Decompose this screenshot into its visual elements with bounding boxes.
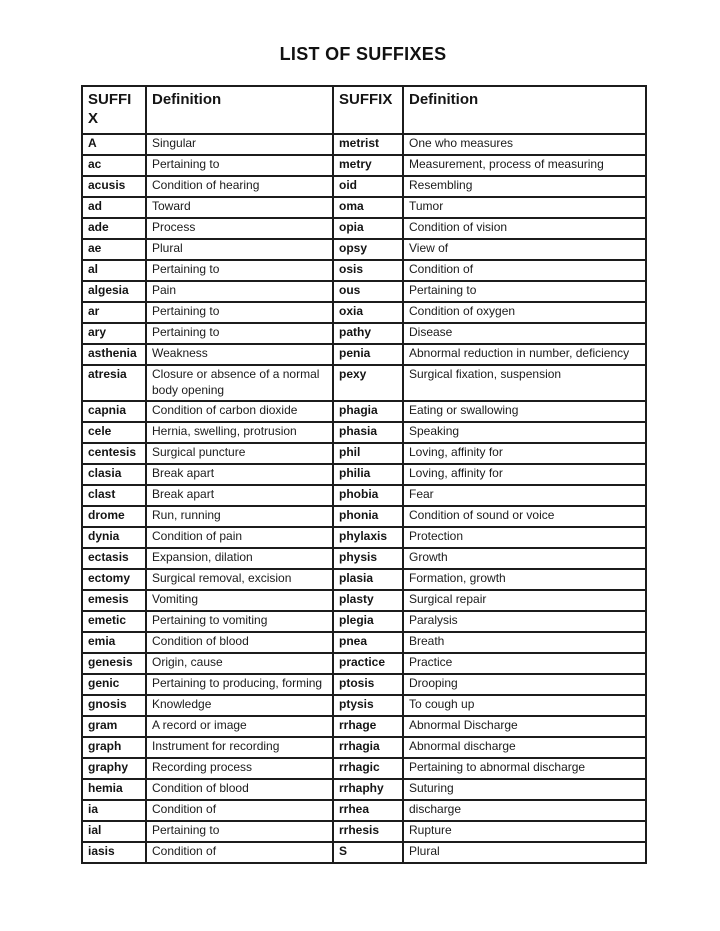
suffix-cell: rrhaphy: [333, 779, 403, 800]
suffix-cell: ectasis: [82, 548, 146, 569]
table-row: [82, 485, 646, 506]
suffix-cell: ous: [333, 281, 403, 302]
table-row: [82, 716, 646, 737]
table-row: [82, 506, 646, 527]
definition-cell: Resembling: [403, 176, 646, 197]
table-row: [82, 365, 646, 401]
table-row: [82, 653, 646, 674]
suffix-cell: ae: [82, 239, 146, 260]
definition-cell: Plural: [403, 842, 646, 863]
suffix-cell: oma: [333, 197, 403, 218]
table-body: [82, 134, 646, 863]
suffix-cell: asthenia: [82, 344, 146, 365]
definition-cell: Condition of: [146, 842, 333, 863]
definition-cell: Plural: [146, 239, 333, 260]
table-row: [82, 611, 646, 632]
definition-cell: Condition of sound or voice: [403, 506, 646, 527]
definition-cell: Loving, affinity for: [403, 443, 646, 464]
suffix-cell: gnosis: [82, 695, 146, 716]
definition-cell: Pertaining to: [146, 155, 333, 176]
definition-cell: Condition of blood: [146, 779, 333, 800]
suffix-cell: pnea: [333, 632, 403, 653]
table-row: [82, 632, 646, 653]
suffix-cell: drome: [82, 506, 146, 527]
definition-cell: Suturing: [403, 779, 646, 800]
suffix-cell: rrhagia: [333, 737, 403, 758]
definition-cell: Condition of: [403, 260, 646, 281]
table-row: [82, 176, 646, 197]
definition-cell: Paralysis: [403, 611, 646, 632]
definition-cell: Knowledge: [146, 695, 333, 716]
definition-cell: Protection: [403, 527, 646, 548]
suffix-cell: A: [82, 134, 146, 155]
suffix-cell: phylaxis: [333, 527, 403, 548]
suffix-cell: phasia: [333, 422, 403, 443]
definition-cell: Condition of pain: [146, 527, 333, 548]
definition-cell: Pain: [146, 281, 333, 302]
suffix-cell: graph: [82, 737, 146, 758]
definition-cell: Condition of blood: [146, 632, 333, 653]
suffix-cell: ad: [82, 197, 146, 218]
definition-cell: Vomiting: [146, 590, 333, 611]
table-row: [82, 800, 646, 821]
suffix-cell: gram: [82, 716, 146, 737]
suffix-cell: phil: [333, 443, 403, 464]
header-definition-left: Definition: [146, 86, 333, 134]
table-row: [82, 821, 646, 842]
definition-cell: Origin, cause: [146, 653, 333, 674]
suffix-cell: plegia: [333, 611, 403, 632]
definition-cell: Abnormal reduction in number, deficiency: [403, 344, 646, 365]
suffix-cell: emia: [82, 632, 146, 653]
definition-cell: Surgical fixation, suspension: [403, 365, 646, 401]
definition-cell: Surgical removal, excision: [146, 569, 333, 590]
suffix-cell: oid: [333, 176, 403, 197]
suffix-cell: rrhagic: [333, 758, 403, 779]
suffix-cell: emesis: [82, 590, 146, 611]
suffix-cell: pexy: [333, 365, 403, 401]
suffix-cell: graphy: [82, 758, 146, 779]
table-row: [82, 674, 646, 695]
definition-cell: discharge: [403, 800, 646, 821]
suffix-cell: emetic: [82, 611, 146, 632]
suffix-cell: phonia: [333, 506, 403, 527]
suffix-cell: hemia: [82, 779, 146, 800]
page-title: LIST OF SUFFIXES: [279, 44, 447, 64]
definition-cell: Process: [146, 218, 333, 239]
definition-cell: Pertaining to: [403, 281, 646, 302]
table-row: [82, 842, 646, 863]
definition-cell: Instrument for recording: [146, 737, 333, 758]
suffix-cell: phobia: [333, 485, 403, 506]
definition-cell: Abnormal Discharge: [403, 716, 646, 737]
definition-cell: Loving, affinity for: [403, 464, 646, 485]
definition-cell: Surgical repair: [403, 590, 646, 611]
definition-cell: Pertaining to: [146, 821, 333, 842]
definition-cell: Abnormal discharge: [403, 737, 646, 758]
table-row: [82, 197, 646, 218]
suffix-cell: S: [333, 842, 403, 863]
suffix-cell: al: [82, 260, 146, 281]
definition-cell: Breath: [403, 632, 646, 653]
table-row: [82, 464, 646, 485]
suffix-cell: iasis: [82, 842, 146, 863]
table-row: [82, 569, 646, 590]
definition-cell: Pertaining to: [146, 323, 333, 344]
definition-cell: Break apart: [146, 485, 333, 506]
suffix-cell: acusis: [82, 176, 146, 197]
suffix-cell: metrist: [333, 134, 403, 155]
table-row: [82, 401, 646, 422]
suffix-cell: practice: [333, 653, 403, 674]
definition-cell: One who measures: [403, 134, 646, 155]
definition-cell: Condition of: [146, 800, 333, 821]
table-row: [82, 779, 646, 800]
suffix-cell: genesis: [82, 653, 146, 674]
table-row: [82, 527, 646, 548]
definition-cell: Run, running: [146, 506, 333, 527]
definition-cell: Condition of oxygen: [403, 302, 646, 323]
suffix-cell: phagia: [333, 401, 403, 422]
header-row: [82, 86, 646, 134]
suffix-cell: cele: [82, 422, 146, 443]
suffix-cell: oxia: [333, 302, 403, 323]
table-row: [82, 239, 646, 260]
definition-cell: Tumor: [403, 197, 646, 218]
definition-cell: Formation, growth: [403, 569, 646, 590]
definition-cell: To cough up: [403, 695, 646, 716]
table-row: [82, 737, 646, 758]
suffix-cell: rrhage: [333, 716, 403, 737]
definition-cell: Pertaining to: [146, 302, 333, 323]
definition-cell: Rupture: [403, 821, 646, 842]
definition-cell: Drooping: [403, 674, 646, 695]
table-row: [82, 260, 646, 281]
suffix-cell: plasty: [333, 590, 403, 611]
suffix-cell: opia: [333, 218, 403, 239]
definition-cell: Hernia, swelling, protrusion: [146, 422, 333, 443]
suffix-cell: ade: [82, 218, 146, 239]
table-header: [82, 86, 646, 134]
definition-cell: Pertaining to vomiting: [146, 611, 333, 632]
definition-cell: Disease: [403, 323, 646, 344]
table-row: [82, 155, 646, 176]
definition-cell: Fear: [403, 485, 646, 506]
table-row: [82, 695, 646, 716]
definition-cell: Pertaining to: [146, 260, 333, 281]
table-row: [82, 344, 646, 365]
suffix-cell: ectomy: [82, 569, 146, 590]
table-row: [82, 218, 646, 239]
definition-cell: Expansion, dilation: [146, 548, 333, 569]
table-row: [82, 422, 646, 443]
definition-cell: Weakness: [146, 344, 333, 365]
definition-cell: View of: [403, 239, 646, 260]
definition-cell: Practice: [403, 653, 646, 674]
definition-cell: Recording process: [146, 758, 333, 779]
definition-cell: Closure or absence of a normal body opening: [146, 365, 333, 401]
suffix-cell: osis: [333, 260, 403, 281]
definition-cell: Condition of vision: [403, 218, 646, 239]
definition-cell: Speaking: [403, 422, 646, 443]
suffix-cell: ptysis: [333, 695, 403, 716]
definition-cell: A record or image: [146, 716, 333, 737]
definition-cell: Pertaining to abnormal discharge: [403, 758, 646, 779]
suffix-cell: clast: [82, 485, 146, 506]
suffix-table: [81, 85, 647, 864]
definition-cell: Surgical puncture: [146, 443, 333, 464]
definition-cell: Measurement, process of measuring: [403, 155, 646, 176]
definition-cell: Singular: [146, 134, 333, 155]
header-suffix-right: SUFFIX: [333, 86, 403, 134]
table-row: [82, 548, 646, 569]
suffix-cell: rrhesis: [333, 821, 403, 842]
suffix-cell: rrhea: [333, 800, 403, 821]
suffix-cell: clasia: [82, 464, 146, 485]
suffix-cell: ar: [82, 302, 146, 323]
header-suffix-left: SUFFIX: [82, 86, 146, 134]
definition-cell: Break apart: [146, 464, 333, 485]
table-row: [82, 758, 646, 779]
suffix-cell: ial: [82, 821, 146, 842]
suffix-cell: ptosis: [333, 674, 403, 695]
definition-cell: Condition of hearing: [146, 176, 333, 197]
suffix-cell: philia: [333, 464, 403, 485]
suffix-cell: ac: [82, 155, 146, 176]
table-row: [82, 302, 646, 323]
suffix-cell: plasia: [333, 569, 403, 590]
definition-cell: Growth: [403, 548, 646, 569]
header-definition-right: Definition: [403, 86, 646, 134]
suffix-cell: genic: [82, 674, 146, 695]
table-row: [82, 134, 646, 155]
suffix-cell: ary: [82, 323, 146, 344]
table-row: [82, 323, 646, 344]
suffix-cell: capnia: [82, 401, 146, 422]
suffix-cell: metry: [333, 155, 403, 176]
suffix-cell: pathy: [333, 323, 403, 344]
suffix-cell: dynia: [82, 527, 146, 548]
definition-cell: Toward: [146, 197, 333, 218]
suffix-cell: penia: [333, 344, 403, 365]
definition-cell: Condition of carbon dioxide: [146, 401, 333, 422]
definition-cell: Pertaining to producing, forming: [146, 674, 333, 695]
suffix-cell: physis: [333, 548, 403, 569]
suffix-cell: atresia: [82, 365, 146, 401]
table-row: [82, 590, 646, 611]
suffix-cell: algesia: [82, 281, 146, 302]
table-row: [82, 281, 646, 302]
suffix-cell: opsy: [333, 239, 403, 260]
suffix-cell: ia: [82, 800, 146, 821]
suffix-cell: centesis: [82, 443, 146, 464]
table-row: [82, 443, 646, 464]
definition-cell: Eating or swallowing: [403, 401, 646, 422]
